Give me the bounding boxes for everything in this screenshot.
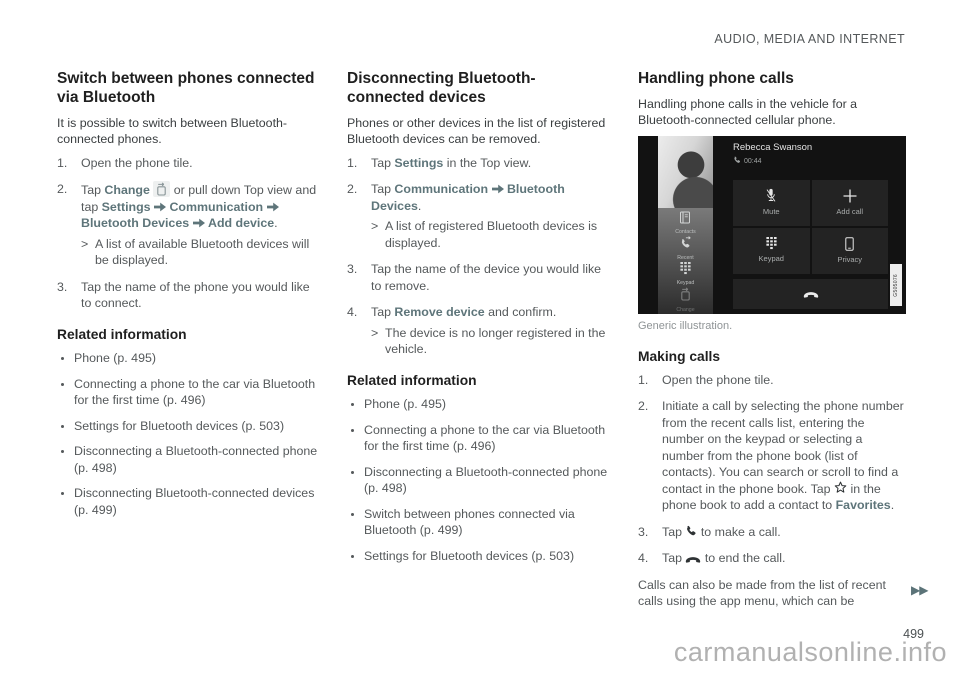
phone-sidebar — [658, 208, 713, 314]
text-run: Open the phone tile. — [662, 372, 774, 387]
step-text — [662, 550, 906, 567]
result-text: A list of available Bluetooth devices will be displayed. — [95, 236, 310, 268]
end-call-button — [733, 279, 888, 309]
article-title: Handling phone calls — [638, 70, 794, 87]
related-link: • Connecting a phone to the car via Bluetooth for the first time (p. 496) — [74, 376, 323, 409]
tile-label: Keypad — [758, 254, 784, 264]
step-number: 4. — [347, 305, 358, 320]
article-title: Disconnecting Bluetooth-connected devices — [347, 70, 536, 106]
related-link: • Disconnecting Bluetooth-connected devices (p. 499) — [74, 485, 323, 518]
step-text — [662, 524, 906, 541]
star-icon — [834, 481, 847, 494]
step-text — [662, 372, 906, 389]
related-info-list — [347, 396, 613, 564]
phone-ui-illustration — [638, 136, 906, 314]
step-number: 3. — [347, 262, 358, 277]
step-item — [347, 261, 613, 294]
ui-term: Remove device — [394, 305, 485, 320]
mute-mic-icon — [765, 188, 777, 203]
ui-term: Favorites — [835, 498, 891, 513]
step-text — [81, 181, 323, 232]
sidebar-item-recent — [677, 236, 693, 261]
text-run: Tap — [662, 524, 686, 539]
step-text — [371, 181, 613, 214]
related-link: • Disconnecting a Bluetooth-connected phone (p. 498) — [74, 443, 323, 476]
privacy-phone-icon — [845, 237, 854, 251]
article-lead: It is possible to switch between Bluetooth-connected phones. — [57, 115, 288, 147]
keypad-button — [733, 228, 810, 274]
contacts-book-icon — [679, 211, 691, 229]
tile-label: Privacy — [837, 254, 863, 264]
sidebar-item-label: Recent — [677, 254, 694, 261]
privacy-button — [812, 228, 889, 274]
step-number: 2. — [638, 399, 649, 414]
text-run: to make a call. — [697, 524, 781, 539]
arrow-right-icon — [492, 184, 504, 194]
step-item — [57, 181, 323, 269]
step-item — [347, 181, 613, 251]
call-timer — [733, 156, 762, 167]
arrow-right-icon — [154, 202, 166, 212]
step-text — [371, 261, 613, 294]
text-run: Tap — [81, 183, 105, 198]
step-text — [662, 398, 906, 514]
article-switch-phones — [57, 70, 323, 527]
step-number: 2. — [57, 182, 68, 197]
related-link: • Phone (p. 495) — [74, 350, 323, 367]
step-item — [638, 524, 906, 541]
illustration-caption: Generic illustration. — [638, 319, 733, 332]
image-id: G505076 — [892, 273, 899, 297]
ui-term: Bluetooth Devices — [81, 216, 190, 231]
article-title: Switch between phones connected via Bluetooth — [57, 70, 315, 106]
result-text: A list of registered Bluetooth devices is displayed. — [385, 219, 598, 250]
text-run: in the Top view. — [443, 155, 532, 170]
step-result — [81, 236, 323, 269]
text-run: Tap — [371, 182, 395, 197]
step-item — [57, 279, 323, 312]
step-item — [638, 550, 906, 567]
arrow-right-icon — [267, 202, 279, 212]
article-lead: Phones or other devices in the list of registered Bluetooth devices can be removed. — [347, 115, 606, 147]
tile-label: Mute — [762, 207, 780, 217]
sidebar-item-contacts — [675, 211, 695, 236]
step-result — [371, 218, 613, 251]
text-run: . — [274, 216, 278, 231]
ui-term: Settings — [394, 155, 444, 170]
step-item — [347, 304, 613, 358]
text-run: . — [417, 198, 422, 213]
text-run: and confirm. — [484, 305, 557, 320]
change-phone-icon — [680, 287, 691, 306]
related-link: • Settings for Bluetooth devices (p. 503) — [364, 548, 613, 565]
step-item — [347, 155, 613, 172]
end-call-icon — [803, 286, 819, 303]
result-marker: > — [81, 236, 89, 251]
text-run: Tap the name of the phone you would like to connect. — [81, 279, 310, 311]
sidebar-item-label: Change — [676, 306, 695, 313]
article-lead: Handling phone calls in the vehicle for a Bluetooth-connected cellular phone. — [638, 96, 858, 128]
ui-term: Bluetooth Devices — [371, 182, 565, 213]
text-run: Open the phone tile. — [81, 155, 193, 170]
result-marker: > — [371, 325, 379, 340]
text-run: Tap — [371, 305, 395, 320]
step-number: 4. — [638, 551, 649, 566]
continuation-arrows-icon: ▶▶ — [911, 583, 928, 597]
phone-change-icon — [153, 181, 170, 197]
result-text: The device is no longer registered in the vehicle. — [385, 325, 606, 357]
sidebar-item-change — [676, 287, 694, 313]
section-subtitle: Making calls — [638, 348, 721, 364]
step-list — [638, 372, 906, 567]
related-info-title: Related information — [57, 326, 187, 342]
step-number: 3. — [57, 279, 68, 294]
end-call-icon — [685, 556, 701, 563]
keypad-icon — [766, 237, 777, 250]
related-info-title: Related information — [347, 372, 477, 388]
text-run: Tap — [662, 551, 686, 566]
related-info-list — [57, 350, 323, 518]
call-timer-value: 00:44 — [744, 157, 762, 165]
contact-photo — [658, 136, 713, 208]
step-number: 1. — [638, 372, 649, 387]
add-call-icon — [843, 189, 857, 203]
result-marker: > — [371, 219, 379, 234]
recent-calls-icon — [679, 236, 692, 254]
caller-name: Rebecca Swanson — [733, 141, 813, 153]
make-call-icon — [685, 525, 697, 537]
image-id-tag — [890, 264, 902, 306]
step-text — [371, 304, 613, 321]
text-run: Tap the name of the device you would like to remove. — [371, 262, 602, 293]
step-number: 2. — [347, 182, 358, 197]
ui-term: Settings — [101, 199, 151, 214]
step-item — [638, 398, 906, 514]
related-link: • Phone (p. 495) — [364, 396, 613, 413]
step-text — [371, 155, 613, 172]
mute-button — [733, 180, 810, 226]
add-call-button — [812, 180, 889, 226]
continuation-text: Calls can also be made from the list of recent calls using the app menu, which can be — [638, 577, 886, 609]
related-link: • Disconnecting a Bluetooth-connected phone (p. 498) — [364, 464, 613, 497]
arrow-right-icon — [193, 218, 205, 228]
text-run: Tap — [371, 155, 395, 170]
call-active-icon — [733, 156, 741, 167]
step-list — [57, 155, 323, 312]
article-disconnect-devices — [347, 70, 613, 573]
step-text — [81, 279, 323, 312]
text-run: or pull down Top view and tap — [81, 183, 317, 214]
step-number: 1. — [57, 155, 68, 170]
keypad-icon — [680, 262, 691, 280]
ui-term: Change — [104, 183, 150, 198]
text-run: in the phone book to add a contact to — [662, 481, 881, 513]
ui-term: Communication — [169, 199, 264, 214]
text-run: Initiate a call by selecting the phone number from the recent calls list, entering the number on the keypad or selecting a number from the phone book (list of contacts). You can search or scroll to find a contact in the phone book. Tap — [662, 399, 904, 496]
related-link: • Settings for Bluetooth devices (p. 503) — [74, 418, 323, 435]
article-handling-calls — [638, 70, 906, 610]
chapter-header: AUDIO, MEDIA AND INTERNET — [714, 32, 905, 46]
step-number: 3. — [638, 524, 649, 539]
sidebar-item-keypad — [677, 262, 695, 287]
sidebar-item-label: Contacts — [675, 229, 696, 236]
step-item — [638, 372, 906, 389]
call-action-tiles — [733, 180, 888, 274]
sidebar-item-label: Keypad — [676, 280, 695, 287]
ui-term: Communication — [394, 182, 489, 197]
text-run: to end the call. — [701, 551, 786, 566]
ui-term: Add device — [208, 216, 275, 231]
text-run: . — [890, 498, 895, 513]
page-number: 499 — [903, 627, 924, 641]
step-list — [347, 155, 613, 358]
related-link: • Connecting a phone to the car via Bluetooth for the first time (p. 496) — [364, 422, 613, 455]
step-result — [371, 325, 613, 358]
step-item — [57, 155, 323, 172]
related-link: • Switch between phones connected via Bluetooth (p. 499) — [364, 506, 613, 539]
step-text — [81, 155, 323, 172]
watermark: carmanualsonline.info — [673, 637, 947, 667]
step-number: 1. — [347, 155, 358, 170]
tile-label: Add call — [836, 206, 864, 216]
